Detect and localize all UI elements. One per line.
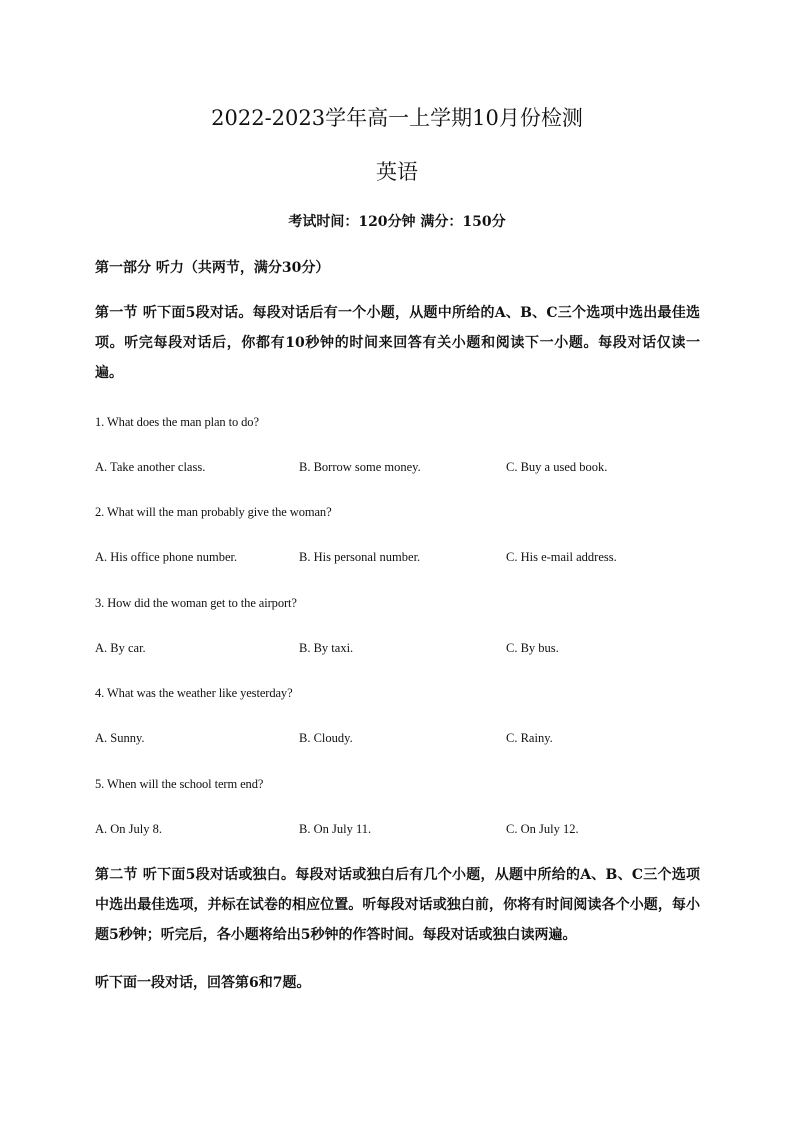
question-2: 2. What will the man probably give the woman? (95, 505, 332, 519)
option-a[interactable]: A. By car. (95, 641, 146, 655)
option-b[interactable]: B. His personal number. (299, 550, 421, 564)
exam-title: 2022-2023学年高一上学期10月份检测 (211, 106, 583, 130)
option-c[interactable]: C. Rainy. (506, 731, 553, 745)
question-5: 5. When will the school term end? (95, 777, 264, 791)
question-4: 4. What was the weather like yesterday? (95, 686, 293, 700)
question-2-options (95, 547, 715, 567)
question-1-options (95, 457, 715, 477)
section1-instruction: 第一节 听下面5段对话。每段对话后有一个小题，从题中所给的A、B、C三个选项中选出最佳选项。听完每段对话后，你都有10秒钟的时间来回答有关小题和阅读下一小题。每段对话仅读一遍。 (95, 305, 700, 381)
question-3-options (95, 638, 715, 658)
exam-subject: 英语 (376, 160, 418, 184)
option-a[interactable]: A. On July 8. (95, 822, 163, 836)
option-b[interactable]: B. Cloudy. (299, 731, 353, 745)
dialogue-intro: 听下面一段对话，回答第6和7题。 (95, 975, 311, 991)
option-b[interactable]: B. Borrow some money. (299, 460, 421, 474)
exam-info: 考试时间：120分钟 满分：150分 (288, 214, 506, 230)
part1-heading: 第一部分 听力（共两节，满分30分） (95, 260, 330, 276)
option-c[interactable]: C. By bus. (506, 641, 559, 655)
option-a[interactable]: A. Sunny. (95, 731, 145, 745)
question-4-options (95, 728, 715, 748)
question-1: 1. What does the man plan to do? (95, 415, 259, 429)
option-c[interactable]: C. Buy a used book. (506, 460, 608, 474)
option-a[interactable]: A. His office phone number. (95, 550, 238, 564)
question-5-options (95, 819, 715, 839)
section2-instruction: 第二节 听下面5段对话或独白。每段对话或独白后有几个小题，从题中所给的A、B、C三个选项中选出最佳选项，并标在试卷的相应位置。听每段对话或独白前，你将有时间阅读各个小题，每小题5秒钟；听完后，各小题将给出5秒钟的作答时间。每段对话或独白读两遍。 (95, 867, 700, 943)
question-3: 3. How did the woman get to the airport? (95, 596, 297, 610)
option-c[interactable]: C. On July 12. (506, 822, 579, 836)
option-c[interactable]: C. His e-mail address. (506, 550, 617, 564)
option-b[interactable]: B. On July 11. (299, 822, 372, 836)
option-a[interactable]: A. Take another class. (95, 460, 206, 474)
option-b[interactable]: B. By taxi. (299, 641, 354, 655)
